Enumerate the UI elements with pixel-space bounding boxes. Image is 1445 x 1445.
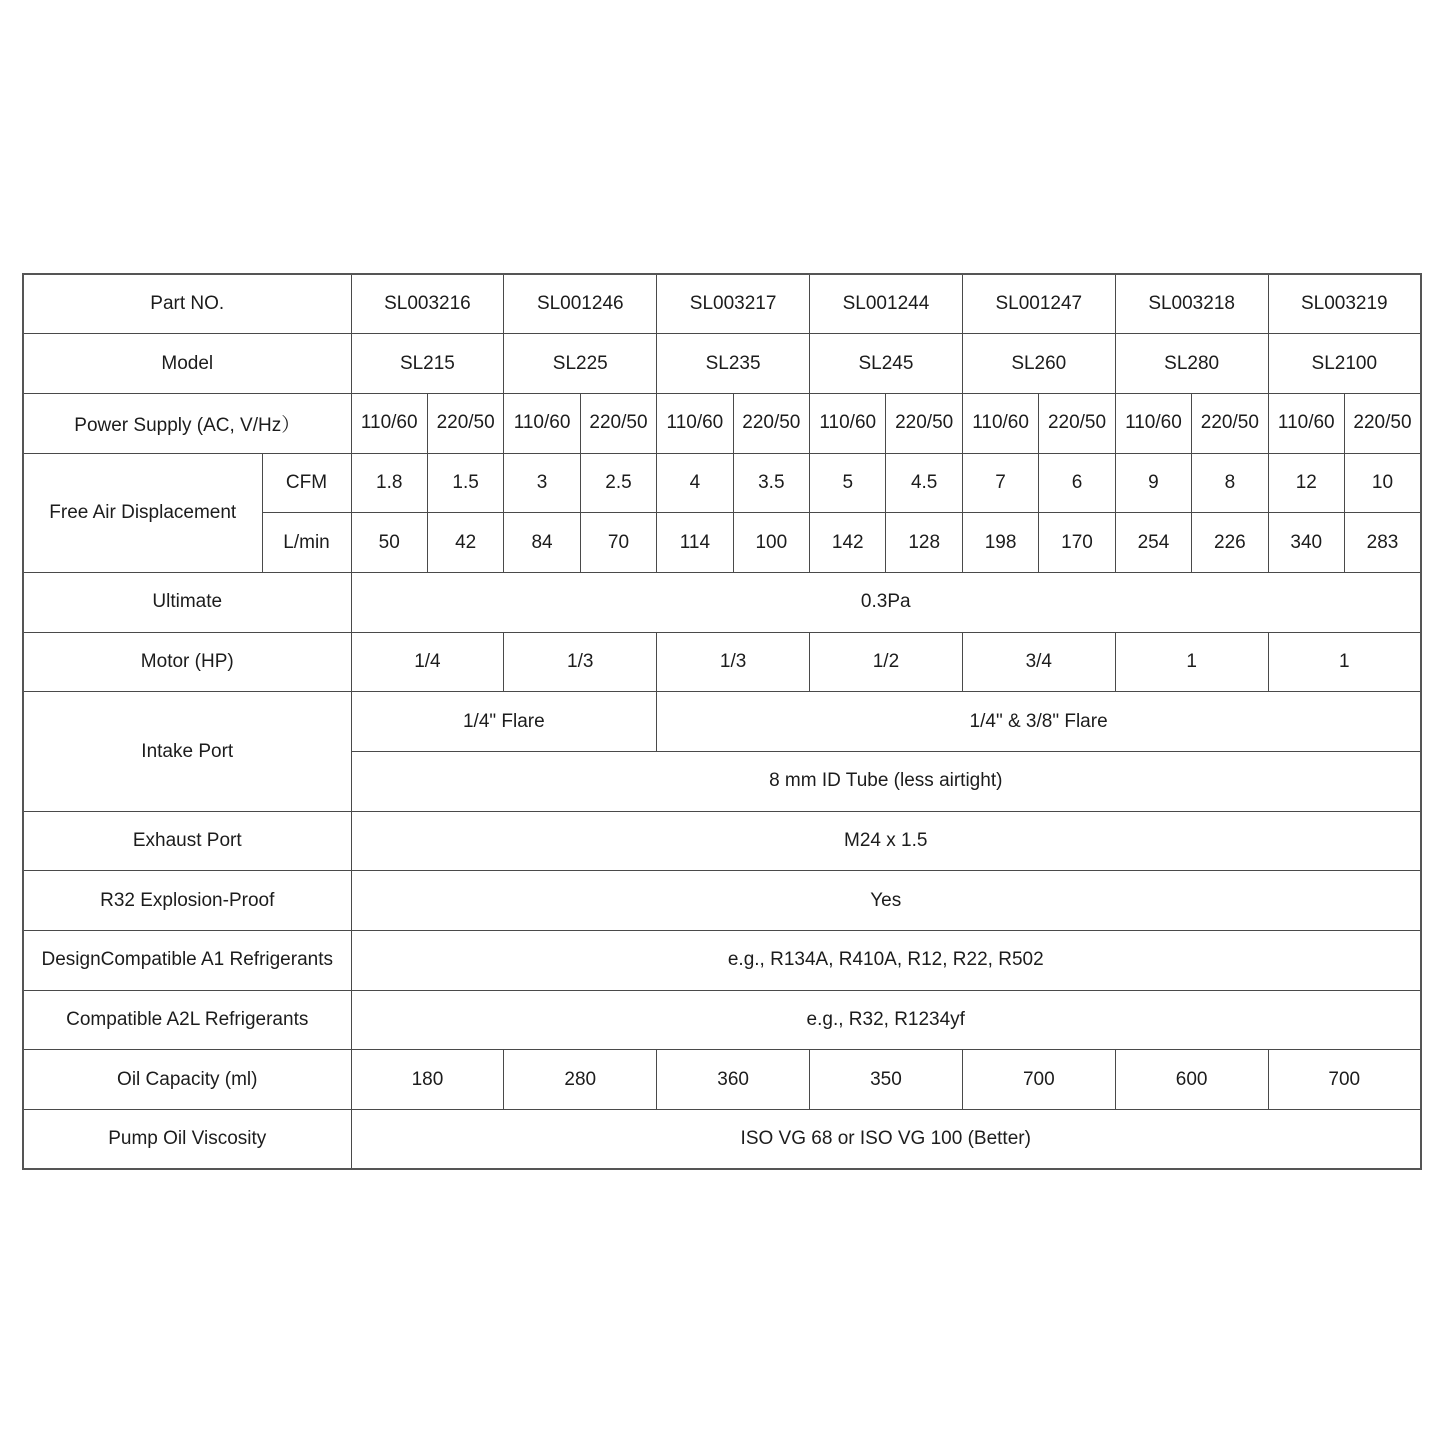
power-value-2: 110/60 — [504, 393, 580, 453]
power-value-8: 110/60 — [962, 393, 1038, 453]
cfm-value-3: 2.5 — [580, 453, 656, 513]
free-air-displacement-label: Free Air Displacement — [23, 453, 262, 572]
a2l-refrigerants-label: Compatible A2L Refrigerants — [23, 990, 351, 1050]
row-ultimate — [23, 572, 1421, 632]
model-label: Model — [23, 334, 351, 394]
part-no-value-6: SL003219 — [1268, 274, 1421, 334]
oil-capacity-value-5: 600 — [1115, 1050, 1268, 1110]
cfm-value-12: 12 — [1268, 453, 1344, 513]
oil-capacity-value-0: 180 — [351, 1050, 504, 1110]
cfm-value-0: 1.8 — [351, 453, 427, 513]
lmin-value-7: 128 — [886, 513, 962, 573]
row-motor — [23, 632, 1421, 692]
power-value-12: 110/60 — [1268, 393, 1344, 453]
cfm-value-10: 9 — [1115, 453, 1191, 513]
lmin-value-13: 283 — [1344, 513, 1421, 573]
row-part-no — [23, 274, 1421, 334]
exhaust-port-label: Exhaust Port — [23, 811, 351, 871]
model-value-3: SL245 — [810, 334, 963, 394]
model-value-1: SL225 — [504, 334, 657, 394]
ultimate-value: 0.3Pa — [351, 572, 1421, 632]
lmin-value-12: 340 — [1268, 513, 1344, 573]
cfm-label: CFM — [262, 453, 351, 513]
part-no-value-3: SL001244 — [810, 274, 963, 334]
power-value-13: 220/50 — [1344, 393, 1421, 453]
power-value-11: 220/50 — [1192, 393, 1268, 453]
pump-oil-viscosity-value: ISO VG 68 or ISO VG 100 (Better) — [351, 1110, 1421, 1170]
a1-refrigerants-label: DesignCompatible A1 Refrigerants — [23, 931, 351, 991]
lmin-value-1: 42 — [427, 513, 503, 573]
power-value-3: 220/50 — [580, 393, 656, 453]
oil-capacity-value-6: 700 — [1268, 1050, 1421, 1110]
power-value-0: 110/60 — [351, 393, 427, 453]
motor-value-3: 1/2 — [810, 632, 963, 692]
intake-flare-large-value: 1/4" & 3/8" Flare — [657, 692, 1421, 752]
part-no-value-0: SL003216 — [351, 274, 504, 334]
pump-oil-viscosity-label: Pump Oil Viscosity — [23, 1110, 351, 1170]
r32-explosion-proof-label: R32 Explosion-Proof — [23, 871, 351, 931]
cfm-value-9: 6 — [1039, 453, 1115, 513]
power-value-10: 110/60 — [1115, 393, 1191, 453]
cfm-value-6: 5 — [810, 453, 886, 513]
row-r32-explosion-proof — [23, 871, 1421, 931]
r32-explosion-proof-value: Yes — [351, 871, 1421, 931]
row-free-air-cfm — [23, 453, 1421, 513]
row-exhaust — [23, 811, 1421, 871]
intake-tube-value: 8 mm ID Tube (less airtight) — [351, 752, 1421, 812]
intake-flare-small-value: 1/4" Flare — [351, 692, 657, 752]
row-power-supply — [23, 393, 1421, 453]
oil-capacity-value-3: 350 — [810, 1050, 963, 1110]
lmin-value-6: 142 — [810, 513, 886, 573]
power-value-6: 110/60 — [810, 393, 886, 453]
model-value-4: SL260 — [962, 334, 1115, 394]
lmin-value-8: 198 — [962, 513, 1038, 573]
row-intake-flare — [23, 692, 1421, 752]
motor-value-0: 1/4 — [351, 632, 504, 692]
lmin-value-9: 170 — [1039, 513, 1115, 573]
cfm-value-5: 3.5 — [733, 453, 809, 513]
power-value-1: 220/50 — [427, 393, 503, 453]
part-no-value-5: SL003218 — [1115, 274, 1268, 334]
cfm-value-11: 8 — [1192, 453, 1268, 513]
row-pump-oil-viscosity — [23, 1110, 1421, 1170]
a1-refrigerants-value: e.g., R134A, R410A, R12, R22, R502 — [351, 931, 1421, 991]
cfm-value-13: 10 — [1344, 453, 1421, 513]
ultimate-label: Ultimate — [23, 572, 351, 632]
motor-value-2: 1/3 — [657, 632, 810, 692]
part-no-value-2: SL003217 — [657, 274, 810, 334]
oil-capacity-value-4: 700 — [962, 1050, 1115, 1110]
model-value-2: SL235 — [657, 334, 810, 394]
cfm-value-2: 3 — [504, 453, 580, 513]
cfm-value-7: 4.5 — [886, 453, 962, 513]
oil-capacity-label: Oil Capacity (ml) — [23, 1050, 351, 1110]
power-value-5: 220/50 — [733, 393, 809, 453]
oil-capacity-value-2: 360 — [657, 1050, 810, 1110]
row-a1-refrigerants — [23, 931, 1421, 991]
part-no-value-1: SL001246 — [504, 274, 657, 334]
row-oil-capacity — [23, 1050, 1421, 1110]
power-value-9: 220/50 — [1039, 393, 1115, 453]
row-model — [23, 334, 1421, 394]
cfm-value-8: 7 — [962, 453, 1038, 513]
a2l-refrigerants-value: e.g., R32, R1234yf — [351, 990, 1421, 1050]
motor-value-5: 1 — [1115, 632, 1268, 692]
lmin-value-0: 50 — [351, 513, 427, 573]
lmin-value-10: 254 — [1115, 513, 1191, 573]
motor-label: Motor (HP) — [23, 632, 351, 692]
spec-table — [22, 273, 1422, 1170]
intake-port-label: Intake Port — [23, 692, 351, 811]
cfm-value-4: 4 — [657, 453, 733, 513]
power-value-4: 110/60 — [657, 393, 733, 453]
lmin-value-4: 114 — [657, 513, 733, 573]
power-supply-label: Power Supply (AC, V/Hz） — [23, 393, 351, 453]
part-no-label: Part NO. — [23, 274, 351, 334]
motor-value-4: 3/4 — [962, 632, 1115, 692]
lmin-value-3: 70 — [580, 513, 656, 573]
lmin-value-5: 100 — [733, 513, 809, 573]
model-value-5: SL280 — [1115, 334, 1268, 394]
lmin-label: L/min — [262, 513, 351, 573]
lmin-value-2: 84 — [504, 513, 580, 573]
exhaust-port-value: M24 x 1.5 — [351, 811, 1421, 871]
cfm-value-1: 1.5 — [427, 453, 503, 513]
row-a2l-refrigerants — [23, 990, 1421, 1050]
lmin-value-11: 226 — [1192, 513, 1268, 573]
model-value-6: SL2100 — [1268, 334, 1421, 394]
motor-value-1: 1/3 — [504, 632, 657, 692]
part-no-value-4: SL001247 — [962, 274, 1115, 334]
oil-capacity-value-1: 280 — [504, 1050, 657, 1110]
model-value-0: SL215 — [351, 334, 504, 394]
power-value-7: 220/50 — [886, 393, 962, 453]
motor-value-6: 1 — [1268, 632, 1421, 692]
